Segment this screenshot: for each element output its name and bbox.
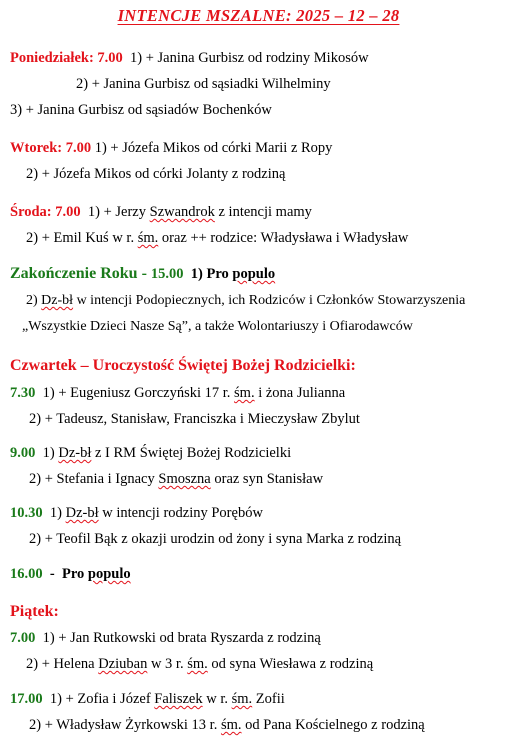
intention: 1) + Eugeniusz Gorczyński 17 r. śm. i żona Julianna bbox=[42, 385, 346, 401]
thursday-mass3-line-1 bbox=[10, 505, 263, 522]
friday-heading bbox=[10, 603, 59, 621]
monday-line-3 bbox=[10, 102, 272, 119]
day-label: Poniedziałek: bbox=[10, 50, 94, 66]
friday-mass2-line-2 bbox=[29, 717, 425, 734]
mass-time: 16.00 bbox=[10, 566, 43, 582]
intention: 1) + Janina Gurbisz od rodziny Mikosów bbox=[130, 50, 369, 66]
intention: 2) + Tadeusz, Stanisław, Franciszka i Mieczysław Zbylut bbox=[29, 411, 360, 427]
yearend-line-2 bbox=[26, 293, 465, 309]
intention: 2) + Stefania i Ignacy Smoszna oraz syn Stanisław bbox=[29, 471, 324, 487]
intention: 1) + Jan Rutkowski od brata Ryszarda z rodziną bbox=[42, 630, 321, 646]
mass-time: 9.00 bbox=[10, 445, 36, 461]
intention: 2) Dz-bł w intencji Podopiecznych, ich Rodziców i Członków Stowarzyszenia bbox=[26, 293, 466, 308]
wednesday-line-2 bbox=[26, 230, 408, 247]
friday-mass2-line-1 bbox=[10, 691, 285, 708]
intention: 2) + Emil Kuś w r. śm. oraz ++ rodzice: Władysława i Władysław bbox=[26, 230, 409, 246]
intention: 1) Dz-bł z I RM Świętej Bożej Rodzicielki bbox=[42, 445, 292, 461]
mass-time: 7.00 bbox=[55, 204, 81, 220]
day-label: Wtorek: bbox=[10, 140, 63, 156]
mass-time: 7.00 bbox=[97, 50, 123, 66]
day-label: Zakończenie Roku bbox=[10, 265, 138, 282]
thursday-mass2-line-2 bbox=[29, 471, 323, 488]
intention: 2) + Janina Gurbisz od sąsiadki Wilhelminy bbox=[76, 76, 331, 92]
day-label: Czwartek – Uroczystość Świętej Bożej Rodzicielki: bbox=[10, 357, 356, 374]
intention: 2) + Helena Dziuban w 3 r. śm. od syna Wiesława z rodziną bbox=[26, 656, 374, 672]
thursday-mass1-line-2 bbox=[29, 411, 360, 428]
mass-time: 15.00 bbox=[150, 266, 184, 282]
monday-line-1 bbox=[10, 50, 369, 67]
intention: 1) + Józefa Mikos od córki Marii z Ropy bbox=[94, 140, 333, 156]
wednesday-line-1 bbox=[10, 204, 312, 221]
yearend-line-1: Zakończenie Roku - 15.00 1) Pro populo bbox=[10, 265, 276, 282]
tuesday-line-1 bbox=[10, 140, 332, 157]
intention: 2) + Władysław Żyrkowski 13 r. śm. od Pana Kościelnego z rodziną bbox=[29, 717, 425, 733]
intention: Pro populo bbox=[61, 566, 131, 582]
thursday-mass3-line-2 bbox=[29, 531, 401, 548]
friday-mass1-line-1 bbox=[10, 630, 321, 647]
day-label: Środa: bbox=[10, 204, 52, 220]
thursday-mass4-line-1: 16.00 - Pro populo bbox=[10, 566, 131, 582]
mass-time: 7.00 bbox=[65, 140, 92, 156]
intention: 1) + Zofia i Józef Faliszek w r. śm. Zofii bbox=[49, 691, 285, 707]
intention: 1) Pro populo bbox=[190, 266, 276, 282]
mass-time: 7.30 bbox=[10, 385, 36, 401]
day-label: Piątek: bbox=[10, 603, 59, 620]
thursday-mass1-line-1 bbox=[10, 385, 345, 402]
tuesday-line-2 bbox=[26, 166, 285, 183]
intention: „Wszystkie Dzieci Nasze Są”, a także Wolontariuszy i Ofiarodawców bbox=[22, 319, 413, 334]
yearend-line-3 bbox=[22, 319, 413, 335]
mass-time: 10.30 bbox=[10, 505, 43, 521]
friday-mass1-line-2 bbox=[26, 656, 373, 673]
thursday-mass2-line-1 bbox=[10, 445, 291, 462]
mass-time: 17.00 bbox=[10, 691, 43, 707]
intention: 1) Dz-bł w intencji rodziny Porębów bbox=[49, 505, 263, 521]
monday-line-2 bbox=[76, 76, 331, 93]
intention: 2) + Józefa Mikos od córki Jolanty z rodziną bbox=[26, 166, 286, 182]
thursday-heading bbox=[10, 357, 356, 375]
mass-time: 7.00 bbox=[10, 630, 36, 646]
intention: 2) + Teofil Bąk z okazji urodzin od żony i syna Marka z rodziną bbox=[29, 531, 402, 547]
page-title: INTENCJE MSZALNE: 2025 – 12 – 28 bbox=[117, 6, 400, 25]
intention: 3) + Janina Gurbisz od sąsiadów Bochenków bbox=[10, 102, 272, 118]
intention: 1) + Jerzy Szwandrok z intencji mamy bbox=[87, 204, 312, 220]
